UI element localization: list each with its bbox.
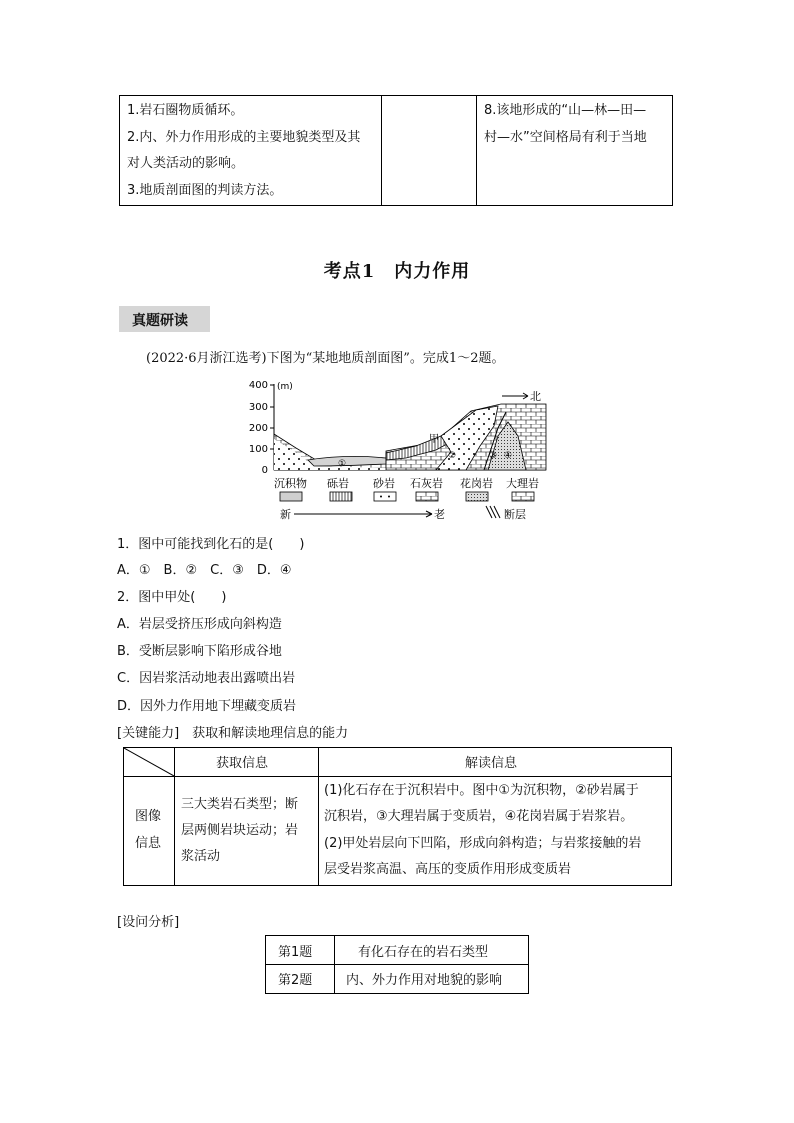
legend-label: 石灰岩 — [410, 477, 443, 490]
analysis-a: 有化石存在的岩石类型 — [358, 945, 489, 960]
analysis-table — [265, 935, 529, 994]
question-2: 2．图中甲处( ) — [117, 590, 227, 605]
interpret-line: 沉积岩，③大理岩属于变质岩，④花岗岩属于岩浆岩。 — [324, 809, 634, 824]
legend-label: 砂岩 — [373, 477, 395, 490]
objective-line: 对人类活动的影响。 — [127, 156, 245, 171]
objectives-table — [119, 95, 673, 206]
analysis-q: 第2题 — [278, 973, 313, 988]
age-old-label: 老 — [434, 508, 445, 521]
interpret-line: (1)化石存在于沉积岩中。图中①为沉积物，②砂岩属于 — [324, 783, 639, 798]
objective-line: 3.地质剖面图的判读方法。 — [127, 183, 283, 198]
question-2-option-c: C．因岩浆活动地表出露喷出岩 — [117, 671, 296, 686]
legend-label: 沉积物 — [274, 477, 307, 490]
objective-line: 村—水”空间格局有利于当地 — [484, 130, 647, 145]
question-2-option-b: B．受断层影响下陷形成谷地 — [117, 644, 282, 659]
objective-line: 2.内、外力作用形成的主要地貌类型及其 — [127, 130, 361, 145]
objective-line: 8.该地形成的“山—林—田— — [484, 103, 647, 118]
y-tick-label: 300 — [248, 402, 268, 413]
y-unit-label: (m) — [277, 382, 293, 392]
header-interpret-info: 解读信息 — [465, 756, 518, 771]
y-tick-label: 100 — [248, 444, 268, 455]
age-new-label: 新 — [280, 508, 291, 521]
objective-line: 1.岩石圈物质循环。 — [127, 103, 244, 118]
y-tick-label: 0 — [261, 465, 268, 476]
key-ability-table — [123, 747, 672, 886]
marker-1: ① — [338, 459, 347, 469]
section-tag: 真题研读 — [132, 313, 188, 329]
legend-label: 大理岩 — [506, 477, 539, 490]
question-1: 1．图中可能找到化石的是( ) — [117, 537, 305, 552]
legend-label: 花岗岩 — [460, 477, 493, 490]
question-intro: (2022·6月浙江选考)下图为“某地地质剖面图”。完成1～2题。 — [146, 351, 505, 366]
question-2-option-d: D．因外力作用地下埋藏变质岩 — [117, 699, 297, 714]
legend-label: 砾岩 — [327, 477, 349, 490]
fault-legend-label: 断层 — [504, 508, 526, 521]
diagonal-header-line — [124, 748, 174, 776]
section-title: 考点1 内力作用 — [323, 261, 471, 282]
analysis-a: 内、外力作用对地貌的影响 — [346, 973, 503, 988]
get-info-line: 层两侧岩块运动；岩 — [181, 823, 299, 838]
marker-2: ② — [448, 451, 457, 461]
objectives-col-2 — [381, 96, 477, 205]
question-1-options: A．① B．② C．③ D．④ — [117, 563, 292, 578]
objectives-col-1 — [120, 96, 382, 205]
get-info-line: 三大类岩石类型；断 — [181, 797, 299, 812]
analysis-q: 第1题 — [278, 945, 313, 960]
objectives-col-3 — [477, 96, 673, 205]
north-label: 北 — [530, 390, 541, 403]
row-label: 图像 — [135, 809, 162, 824]
y-tick-label: 200 — [248, 423, 268, 434]
question-2-option-a: A．岩层受挤压形成向斜构造 — [117, 617, 282, 632]
y-tick-label: 400 — [248, 380, 268, 391]
interpret-line: (2)甲处岩层向下凹陷，形成向斜构造；与岩浆接触的岩 — [324, 836, 642, 851]
fault-legend-icon — [486, 506, 500, 518]
analysis-label: [设问分析] — [117, 915, 180, 930]
marker-3: ③ — [489, 451, 498, 461]
row-label: 信息 — [135, 836, 162, 851]
get-info-line: 浆活动 — [181, 849, 221, 864]
marker-4: ④ — [504, 451, 513, 461]
interpret-line: 层受岩浆高温、高压的变质作用形成变质岩 — [324, 862, 572, 877]
geologic-section-figure — [236, 376, 566, 528]
key-ability-label: [关键能力] 获取和解读地理信息的能力 — [117, 726, 349, 741]
header-get-info: 获取信息 — [216, 756, 269, 771]
label-jia: 甲 — [429, 434, 439, 445]
